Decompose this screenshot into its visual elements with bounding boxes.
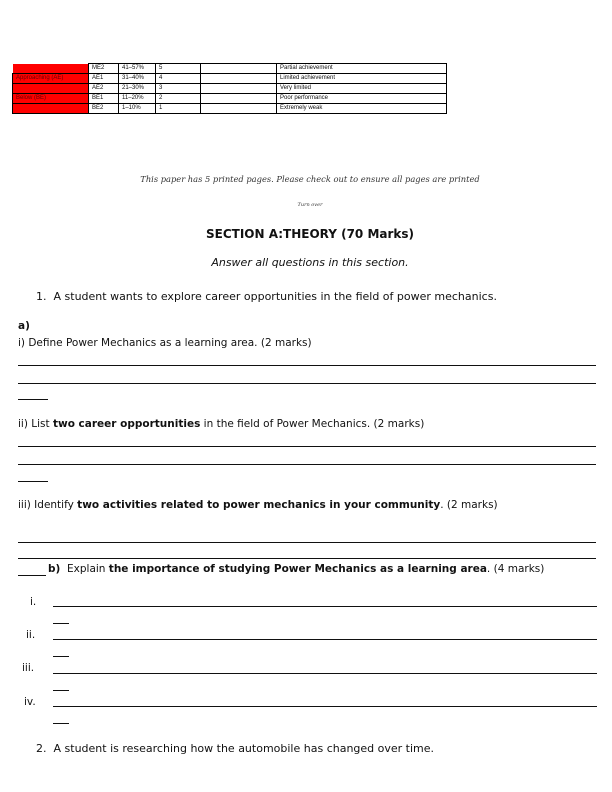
part-b-label: b) (48, 563, 61, 575)
answer-line[interactable] (53, 639, 597, 640)
item-label: iv. (24, 696, 36, 708)
answer-line[interactable] (18, 558, 596, 559)
description-cell: Very limited (277, 84, 447, 94)
description-cell: Limited achievement (277, 74, 447, 84)
table-row (13, 84, 447, 94)
level-cell: Below (BE) (13, 94, 89, 104)
answer-line[interactable] (18, 383, 596, 384)
table-row (13, 104, 447, 114)
blank-cell (201, 84, 277, 94)
question-text: iii) Identify (18, 499, 78, 511)
points-cell: 2 (156, 94, 201, 104)
question-text: ii) List (18, 418, 53, 430)
item-label: ii. (26, 629, 36, 641)
question-text: . (4 marks) (486, 563, 545, 575)
rubric-table (12, 63, 447, 114)
answer-line[interactable] (18, 481, 48, 482)
code-cell: BE2 (89, 104, 119, 114)
description-cell: Extremely weak (277, 104, 447, 114)
item-label: iii. (22, 662, 35, 674)
question-emphasis: the importance of studying Power Mechanics as a learning area (108, 563, 487, 575)
question-emphasis: two activities related to power mechanics in your community (77, 499, 441, 511)
code-cell: BE1 (89, 94, 119, 104)
question-1 (36, 290, 497, 303)
level-cell (13, 84, 89, 94)
answer-line[interactable] (18, 399, 48, 400)
blank-cell (201, 94, 277, 104)
blank-cell (201, 74, 277, 84)
points-cell: 1 (156, 104, 201, 114)
section-title: SECTION A:THEORY (70 Marks) (205, 227, 415, 241)
question-text: Explain (67, 563, 109, 575)
code-cell: AE2 (89, 84, 119, 94)
level-cell: Approaching (AE) (13, 74, 89, 84)
description-cell: Poor performance (277, 94, 447, 104)
percent-cell: 1–10% (119, 104, 156, 114)
points-cell: 3 (156, 84, 201, 94)
code-cell: ME2 (89, 64, 119, 74)
percent-cell: 21–30% (119, 84, 156, 94)
level-cell (13, 104, 89, 114)
part-a-label: a) (18, 320, 30, 332)
table-row (13, 94, 447, 104)
section-instruction: Answer all questions in this section. (211, 256, 409, 269)
percent-cell: 31–40% (119, 74, 156, 84)
answer-line[interactable] (53, 706, 597, 707)
percent-cell: 11–20% (119, 94, 156, 104)
answer-line[interactable] (18, 464, 596, 465)
level-cell (13, 64, 89, 74)
question-text: in the field of Power Mechanics. (2 marks) (200, 418, 425, 430)
table-row (13, 64, 447, 74)
table-row (13, 74, 447, 84)
answer-line[interactable] (53, 673, 597, 674)
answer-line[interactable] (53, 606, 597, 607)
turn-over-notice: Turn over (297, 202, 323, 208)
question-emphasis: two career opportunities (52, 418, 201, 430)
answer-line[interactable] (18, 575, 46, 576)
answer-line[interactable] (53, 656, 69, 657)
description-cell: Partial achievement (277, 64, 447, 74)
points-cell: 5 (156, 64, 201, 74)
question-1a-iii (18, 499, 498, 511)
item-label: i. (30, 596, 37, 608)
blank-cell (201, 104, 277, 114)
answer-line[interactable] (53, 690, 69, 691)
question-text: A student is researching how the automobile has changed over time. (53, 742, 435, 755)
question-number: 1. (36, 290, 47, 303)
points-cell: 4 (156, 74, 201, 84)
answer-line[interactable] (18, 542, 596, 543)
question-number: 2. (36, 742, 47, 755)
answer-line[interactable] (18, 365, 596, 366)
question-2 (36, 742, 434, 755)
printed-pages-notice: This paper has 5 printed pages. Please check out to ensure all pages are printed (140, 174, 480, 184)
answer-line[interactable] (53, 723, 69, 724)
question-1a-ii (18, 418, 424, 430)
question-text: . (2 marks) (440, 499, 498, 511)
answer-line[interactable] (53, 623, 69, 624)
percent-cell: 41–57% (119, 64, 156, 74)
question-text: A student wants to explore career opportunities in the field of power mechanics. (53, 290, 497, 303)
question-1a-i: i) Define Power Mechanics as a learning area. (2 marks) (18, 337, 312, 349)
question-1b (48, 563, 544, 575)
answer-line[interactable] (18, 446, 596, 447)
blank-cell (201, 64, 277, 74)
code-cell: AE1 (89, 74, 119, 84)
